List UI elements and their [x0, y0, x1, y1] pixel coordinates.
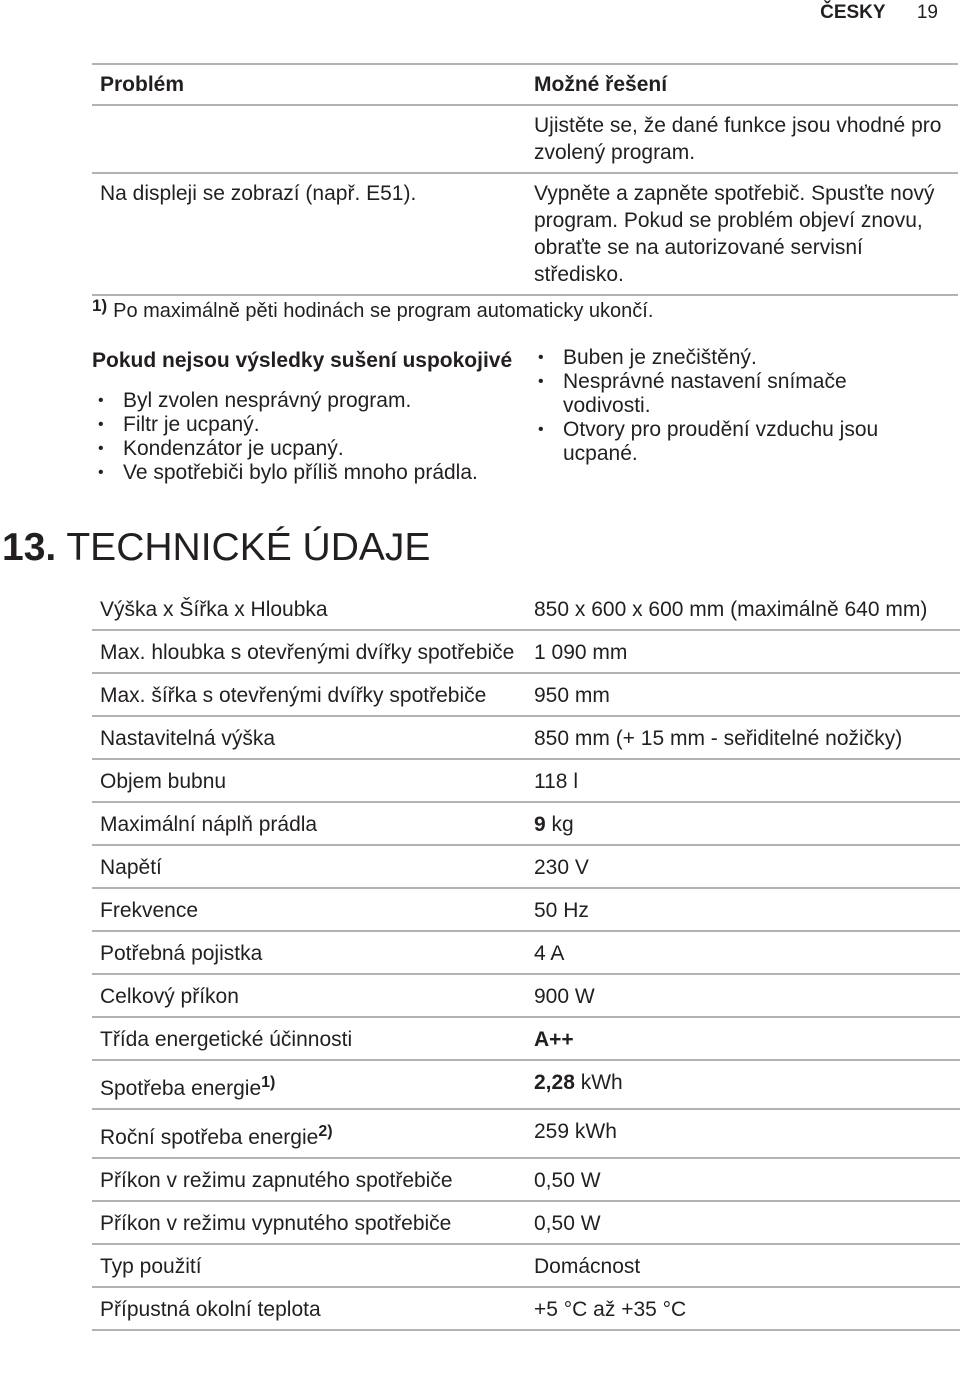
spec-value-text: 0,50 W — [534, 1169, 601, 1192]
footnote-mark: 1) — [92, 296, 108, 315]
spec-label-text: Roční spotřeba energie — [100, 1126, 319, 1149]
spec-value — [526, 1027, 960, 1052]
table-row — [92, 588, 960, 631]
spec-label-text: Max. šířka s otevřenými dvířky spotřebiče — [100, 684, 487, 707]
spec-value — [526, 769, 960, 794]
spec-label — [92, 1119, 526, 1150]
footnote-reference: 2) — [318, 1123, 333, 1140]
spec-label-text: Max. hloubka s otevřenými dvířky spotřebiče — [100, 641, 515, 664]
spec-label — [92, 1070, 526, 1101]
spec-value-emphasis: 9 — [534, 813, 546, 836]
spec-value-text: 4 A — [534, 942, 565, 965]
footnote-reference: 1) — [261, 1074, 276, 1091]
spec-label — [92, 1297, 526, 1322]
spec-label-text: Frekvence — [100, 899, 199, 922]
section-title: TECHNICKÉ ÚDAJE — [66, 526, 431, 569]
spec-label — [92, 984, 526, 1009]
spec-label-text: Potřebná pojistka — [100, 942, 263, 965]
table-row — [92, 631, 960, 674]
section-heading — [2, 526, 430, 570]
drying-cause-list-right — [532, 346, 932, 466]
drying-left-column — [92, 346, 532, 485]
spec-label-text: Objem bubnu — [100, 770, 227, 793]
spec-value — [526, 1070, 960, 1101]
solution-cell: Vypněte a zapněte spotřebič. Spusťte nový program. Pokud se problém objeví znovu, obraťte se na autorizované servisní středisko. — [534, 182, 935, 286]
spec-value-text: kWh — [574, 1071, 623, 1094]
spec-value-text: 0,50 W — [534, 1212, 601, 1235]
list-item: • Kondenzátor je ucpaný. — [92, 437, 532, 461]
spec-label — [92, 683, 526, 708]
spec-label-text: Napětí — [100, 856, 162, 879]
list-item: • Byl zvolen nesprávný program. — [92, 389, 532, 413]
spec-label — [92, 812, 526, 837]
table-row — [92, 674, 960, 717]
spec-value — [526, 812, 960, 837]
spec-label-text: Příkon v režimu vypnutého spotřebiče — [100, 1212, 452, 1235]
spec-value-text: 850 mm (+ 15 mm - seřiditelné nožičky) — [534, 727, 903, 750]
troubleshooting-table — [92, 63, 958, 296]
spec-value-text: 230 V — [534, 856, 589, 879]
table-row — [92, 889, 960, 932]
spec-label-text: Přípustná okolní teplota — [100, 1298, 321, 1321]
table-row — [92, 932, 960, 975]
spec-label — [92, 640, 526, 665]
page-number: 19 — [916, 2, 938, 23]
column-header-solution: Možné řešení — [534, 73, 668, 96]
spec-value — [526, 1168, 960, 1193]
drying-heading: Pokud nejsou výsledky sušení uspokojivé — [92, 349, 513, 372]
footnote-text: Po maximálně pěti hodinách se program automaticky ukončí. — [113, 300, 654, 322]
spec-value — [526, 597, 960, 622]
spec-value-text: kg — [545, 813, 574, 836]
table-row — [92, 760, 960, 803]
spec-label — [92, 597, 526, 622]
spec-label-text: Příkon v režimu zapnutého spotřebiče — [100, 1169, 453, 1192]
list-item: • Filtr je ucpaný. — [92, 413, 532, 437]
spec-value — [526, 984, 960, 1009]
spec-label — [92, 769, 526, 794]
spec-value — [526, 1254, 960, 1279]
spec-label-text: Spotřeba energie — [100, 1077, 262, 1100]
spec-value-text: 1 090 mm — [534, 641, 628, 664]
spec-value-emphasis: A++ — [534, 1028, 574, 1051]
table-row — [92, 717, 960, 760]
spec-value-text: Domácnost — [534, 1255, 641, 1278]
table-row — [92, 1202, 960, 1245]
spec-value — [526, 640, 960, 665]
spec-value — [526, 1211, 960, 1236]
spec-value — [526, 898, 960, 923]
language-label: ČESKY — [820, 2, 886, 23]
spec-value-text: 118 l — [534, 770, 578, 793]
spec-label-text: Nastavitelná výška — [100, 727, 276, 750]
problem-cell — [92, 106, 526, 172]
spec-value-text: 900 W — [534, 985, 595, 1008]
table-row — [92, 106, 958, 174]
drying-right-column — [532, 346, 932, 466]
spec-value — [526, 726, 960, 751]
spec-label — [92, 726, 526, 751]
list-item: • Ve spotřebiči bylo příliš mnoho prádla. — [92, 461, 532, 485]
table-row — [92, 1018, 960, 1061]
spec-label-text: Výška x Šířka x Hloubka — [100, 598, 328, 621]
spec-value-text: 50 Hz — [534, 899, 589, 922]
spec-label — [92, 941, 526, 966]
table-row — [92, 1110, 960, 1159]
spec-label — [92, 1168, 526, 1193]
table-row — [92, 1288, 960, 1331]
spec-value — [526, 1119, 960, 1150]
column-header-problem: Problém — [100, 73, 185, 96]
spec-label-text: Typ použití — [100, 1255, 202, 1278]
table-header-row — [92, 63, 958, 106]
spec-value-text: +5 °C až +35 °C — [534, 1298, 687, 1321]
table-row — [92, 1061, 960, 1110]
table-row — [92, 1245, 960, 1288]
page-header — [820, 2, 938, 24]
spec-value — [526, 941, 960, 966]
spec-value-text: 850 x 600 x 600 mm (maximálně 640 mm) — [534, 598, 928, 621]
spec-label — [92, 1254, 526, 1279]
table-row — [92, 975, 960, 1018]
table-row — [92, 803, 960, 846]
list-item: • Buben je znečištěný. — [532, 346, 932, 370]
table-row — [92, 174, 958, 296]
footnote — [92, 296, 653, 323]
list-item: • Nesprávné nastavení snímače vodivosti. — [532, 370, 932, 418]
spec-label — [92, 898, 526, 923]
list-item: • Otvory pro proudění vzduchu jsou ucpané. — [532, 418, 932, 466]
spec-label-text: Třída energetické účinnosti — [100, 1028, 353, 1051]
spec-value — [526, 855, 960, 880]
problem-cell: Na displeji se zobrazí (např. E51). — [100, 182, 417, 205]
spec-label — [92, 855, 526, 880]
spec-label — [92, 1211, 526, 1236]
table-row — [92, 1159, 960, 1202]
technical-specs-table — [92, 588, 960, 1331]
solution-cell: Ujistěte se, že dané funkce jsou vhodné pro zvolený program. — [534, 114, 942, 164]
table-row — [92, 846, 960, 889]
spec-value-text: 950 mm — [534, 684, 610, 707]
spec-label — [92, 1027, 526, 1052]
spec-value-text: 259 kWh — [534, 1120, 617, 1143]
spec-label-text: Maximální náplň prádla — [100, 813, 318, 836]
spec-value — [526, 683, 960, 708]
section-number: 13. — [2, 526, 57, 569]
spec-label-text: Celkový příkon — [100, 985, 239, 1008]
spec-value — [526, 1297, 960, 1322]
drying-cause-list — [92, 389, 532, 485]
spec-value-emphasis: 2,28 — [534, 1071, 575, 1094]
